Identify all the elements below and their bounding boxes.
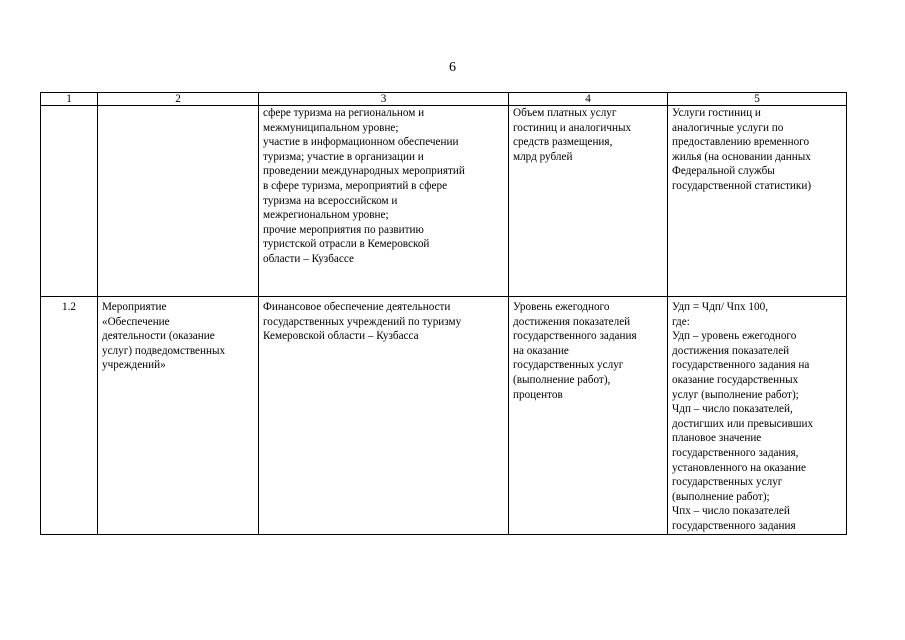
cell-text-line: достижения показателей — [513, 315, 631, 328]
cell-text-line: межмуниципальном уровне; — [263, 121, 399, 134]
row1-indicator-cell — [509, 106, 668, 297]
cell-text-line: Чпх – число показателей — [672, 505, 790, 518]
cell-text-line: Услуги гостиниц и — [672, 107, 761, 119]
cell-text-line: плановое значение — [672, 432, 762, 445]
cell-text-line: проведении международных мероприятий — [263, 165, 465, 178]
cell-text-line: гостиниц и аналогичных — [513, 121, 632, 134]
cell-text-line: деятельности (оказание — [102, 330, 215, 343]
row2-name-cell — [98, 297, 259, 535]
row1-method-cell — [668, 106, 847, 297]
cell-text-line: млрд рублей — [513, 150, 573, 163]
cell-text-line: услуг (выполнение работ); — [672, 388, 799, 401]
cell-text-line: Удп – уровень ежегодного — [672, 330, 797, 343]
cell-text-line: жилья (на основании данных — [672, 150, 811, 163]
cell-text-line: предоставлению временного — [672, 136, 810, 149]
header-col-4: 4 — [509, 93, 668, 106]
cell-text-line: на оказание — [513, 344, 569, 357]
cell-text-line: государственного задания на — [672, 359, 810, 372]
header-col-1: 1 — [41, 93, 98, 106]
cell-text-line: достигших или превысивших — [672, 417, 814, 430]
cell-text-line: установленного на оказание — [672, 461, 806, 474]
cell-text-line: учреждений» — [102, 359, 166, 372]
cell-text-line: Удп = Чдп/ Чпх 100, — [672, 301, 769, 313]
cell-text-line: Мероприятие — [102, 301, 167, 313]
row2-indicator-cell — [509, 297, 668, 535]
cell-text-line: государственного задания, — [672, 446, 799, 459]
row2-number-cell: 1.2 — [41, 297, 98, 535]
cell-text-line: процентов — [513, 388, 563, 401]
cell-text-line: туристской отрасли в Кемеровской — [263, 238, 430, 251]
cell-text-line: достижения показателей — [672, 344, 790, 357]
program-table — [40, 92, 847, 535]
cell-text-line: государственных учреждений по туризму — [263, 315, 462, 328]
cell-text-line: (выполнение работ), — [513, 373, 611, 386]
cell-text-line: прочие мероприятия по развитию — [263, 223, 424, 236]
header-row — [41, 93, 847, 106]
table-row — [41, 106, 847, 297]
cell-text-line: (выполнение работ); — [672, 490, 770, 503]
cell-text-line: Федеральной службы — [672, 165, 775, 178]
header-col-3: 3 — [259, 93, 509, 106]
cell-text-line: где: — [672, 315, 690, 328]
cell-text-line: туризма на всероссийском и — [263, 194, 398, 207]
cell-text-line: государственного задания — [513, 330, 637, 343]
cell-text-line: Кемеровской области – Кузбасса — [263, 330, 419, 343]
cell-text-line: «Обеспечение — [102, 315, 170, 328]
cell-text-line: государственной статистики) — [672, 179, 812, 192]
row2-description-cell — [259, 297, 509, 535]
cell-text-line: области – Кузбассе — [263, 252, 354, 265]
cell-text-line: оказание государственных — [672, 373, 799, 386]
cell-text-line: межрегиональном уровне; — [263, 209, 389, 222]
cell-text-line: аналогичные услуги по — [672, 121, 784, 134]
row1-description-cell — [259, 106, 509, 297]
cell-text-line: государственных услуг — [513, 359, 624, 372]
row1-number-cell — [41, 106, 98, 297]
cell-text-line: Финансовое обеспечение деятельности — [263, 301, 451, 313]
cell-text-line: в сфере туризма, мероприятий в сфере — [263, 179, 448, 192]
row1-name-cell — [98, 106, 259, 297]
table-row — [41, 297, 847, 535]
header-col-2: 2 — [98, 93, 259, 106]
header-col-5: 5 — [668, 93, 847, 106]
cell-text-line: Чдп – число показателей, — [672, 403, 793, 416]
cell-text-line: средств размещения, — [513, 136, 613, 149]
cell-text-line: участие в информационном обеспечении — [263, 136, 459, 149]
cell-text-line: услуг) подведомственных — [102, 344, 226, 357]
cell-text-line: государственных услуг — [672, 476, 783, 489]
cell-text-line: Объем платных услуг — [513, 107, 617, 119]
page-number: 6 — [449, 60, 456, 75]
cell-text-line: туризма; участие в организации и — [263, 150, 424, 163]
row2-method-cell — [668, 297, 847, 535]
cell-text-line: сфере туризма на региональном и — [263, 107, 425, 119]
cell-text-line: государственного задания — [672, 519, 796, 532]
cell-text-line: Уровень ежегодного — [513, 301, 610, 313]
